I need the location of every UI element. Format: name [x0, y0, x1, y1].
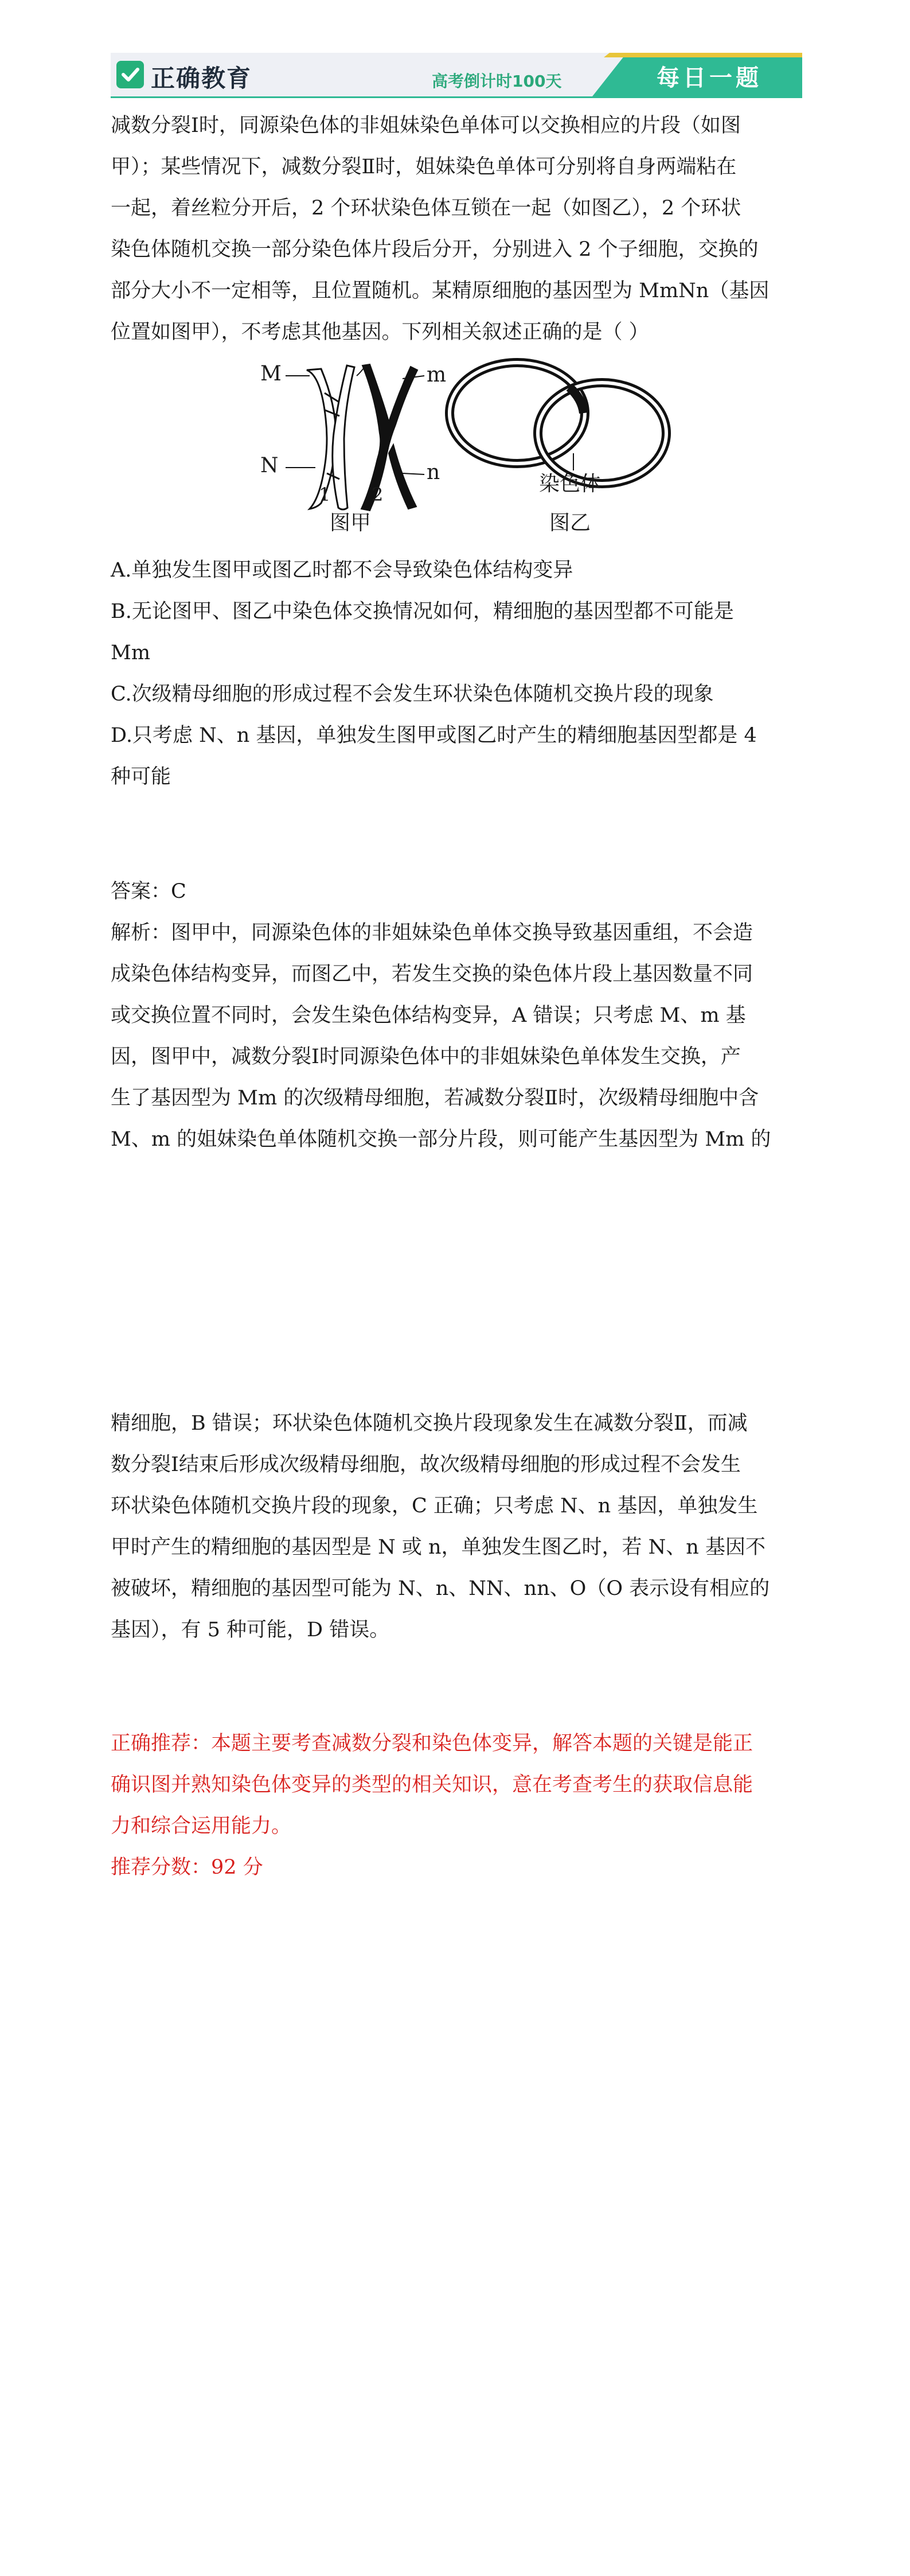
analysis-line: 精细胞，B 错误；环状染色体随机交换片段现象发生在减数分裂Ⅱ，而减	[111, 1412, 748, 1435]
header-divider	[111, 96, 802, 98]
analysis-line: 因，图甲中，减数分裂Ⅰ时同源染色体中的非姐妹染色单体发生交换，产	[111, 1045, 741, 1068]
analysis-line: M、m 的姐妹染色单体随机交换一部分片段，则可能产生基因型为 Mm 的	[111, 1128, 771, 1151]
analysis-line: 被破坏，精细胞的基因型可能为 N、n、NN、nn、O（O 表示设有相应的	[111, 1577, 770, 1600]
gene-label-m: m	[427, 363, 447, 387]
analysis-line: 生了基因型为 Mm 的次级精母细胞，若减数分裂Ⅱ时，次级精母细胞中含	[111, 1087, 759, 1110]
analysis-part-2	[111, 1403, 811, 1651]
option-d: D.只考虑 N、n 基因，单独发生图甲或图乙时产生的精细胞基因型都是 4	[111, 724, 757, 747]
option-b: B.无论图甲、图乙中染色体交换情况如何，精细胞的基因型都不可能是	[111, 600, 734, 623]
chromosome-1	[307, 365, 354, 509]
analysis-line: 成染色体结构变异，而图乙中，若发生交换的染色体片段上基因数量不同	[111, 963, 753, 986]
answer-options	[111, 550, 811, 797]
question-line: 染色体随机交换一部分染色体片段后分开，分别进入 2 个子细胞，交换的	[111, 238, 759, 261]
option-a: A.单独发生图甲或图乙时都不会导致染色体结构变异	[111, 559, 573, 582]
option-c: C.次级精母细胞的形成过程不会发生环状染色体随机交换片段的现象	[111, 683, 714, 706]
option-b-continued: Mm	[111, 641, 151, 664]
chromosome-figure	[252, 353, 688, 542]
daily-question-label: 每日一题	[657, 65, 762, 91]
chromosome-text-label: 染色体	[539, 472, 602, 496]
analysis-line: 解析：图甲中，同源染色体的非姐妹染色单体交换导致基因重组，不会造	[111, 921, 753, 944]
analysis-line: 基因），有 5 种可能，D 错误。	[111, 1618, 390, 1641]
question-line: 一起，着丝粒分开后，2 个环状染色体互锁在一起（如图乙），2 个环状	[111, 197, 741, 220]
header-banner	[111, 53, 802, 96]
daily-band-accent	[604, 53, 802, 57]
gene-label-M: M	[260, 362, 282, 386]
gene-label-n: n	[427, 461, 440, 484]
figure-a-caption: 图甲	[330, 511, 372, 535]
recommendation-text	[111, 1723, 811, 1888]
recommendation-line: 正确推荐：本题主要考查减数分裂和染色体变异，解答本题的关键是能正	[111, 1732, 753, 1755]
ring-chromosomes	[450, 363, 666, 484]
question-line: 甲）；某些情况下，减数分裂Ⅱ时，姐妹染色单体可分别将自身两端粘在	[111, 155, 737, 178]
answer-text	[111, 871, 811, 912]
chromosome-2	[357, 364, 417, 511]
analysis-line: 或交换位置不同时，会发生染色体结构变异，A 错误；只考虑 M、m 基	[111, 1004, 746, 1027]
question-line: 位置如图甲），不考虑其他基因。下列相关叙述正确的是（ ）	[111, 321, 649, 344]
chromosome-number-2: 2	[372, 484, 384, 505]
chromosome-drawing	[252, 353, 688, 542]
countdown-text: 高考倒计时100天	[432, 72, 562, 91]
question-line: 部分大小不一定相等，且位置随机。某精原细胞的基因型为 MmNn（基因	[111, 279, 770, 302]
analysis-part-1	[111, 912, 811, 1160]
check-icon	[116, 61, 144, 88]
analysis-line: 环状染色体随机交换片段的现象，C 正确；只考虑 N、n 基因，单独发生	[111, 1495, 758, 1517]
analysis-line: 数分裂Ⅰ结束后形成次级精母细胞，故次级精母细胞的形成过程不会发生	[111, 1453, 741, 1476]
recommendation-line: 力和综合运用能力。	[111, 1815, 292, 1838]
answer-line: 答案：C	[111, 880, 186, 903]
question-line: 减数分裂Ⅰ时，同源染色体的非姐妹染色单体可以交换相应的片段（如图	[111, 114, 741, 137]
brand-title: 正确教育	[151, 64, 252, 92]
gene-label-N: N	[260, 454, 279, 477]
question-text	[111, 105, 811, 353]
chromosome-number-1: 1	[319, 484, 331, 505]
option-d-continued: 种可能	[111, 765, 171, 788]
figure-b-caption: 图乙	[549, 511, 591, 535]
recommendation-line: 确识图并熟知染色体变异的类型的相关知识，意在考查考生的获取信息能	[111, 1773, 753, 1796]
analysis-line: 甲时产生的精细胞的基因型是 N 或 n，单独发生图乙时，若 N、n 基因不	[111, 1536, 766, 1559]
recommended-score: 推荐分数：92 分	[111, 1856, 263, 1879]
